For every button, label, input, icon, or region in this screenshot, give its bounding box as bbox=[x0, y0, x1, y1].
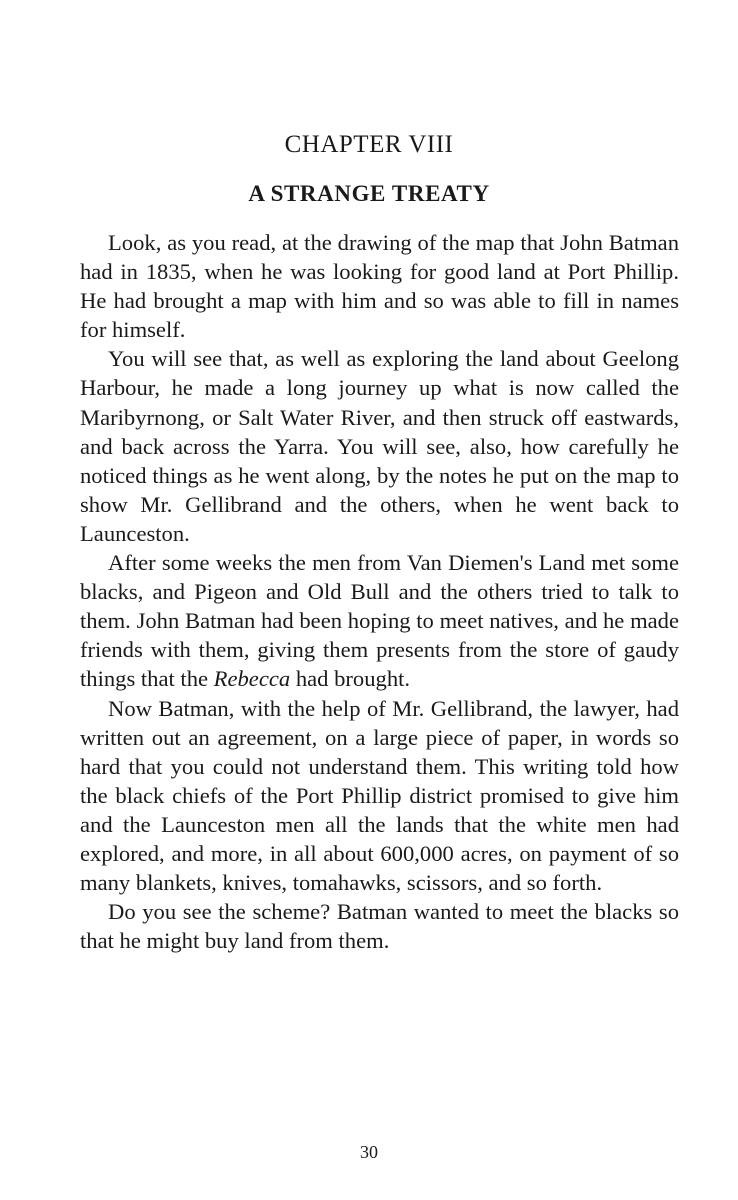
paragraph-1: Look, as you read, at the drawing of the map that John Batman had in 1835, when he was looking for good land at Port Phillip. He had brought a map with him and so was able to fill in names for himself. bbox=[80, 230, 679, 343]
body-text bbox=[80, 228, 679, 955]
chapter-title: A STRANGE TREATY bbox=[248, 181, 490, 206]
paragraph-3-text-before: After some weeks the men from Van Diemen's Land met some blacks, and Pigeon and Old Bull and the others tried to talk to them. John Batman had been hoping to meet natives, and he made friends with them, giving them presents from the store of gaudy things that the bbox=[80, 550, 679, 692]
paragraph-4: Now Batman, with the help of Mr. Gellibrand, the lawyer, had written out an agreement, on a large piece of paper, in words so hard that you could not understand them. This writing told how the black chiefs of the Port Phillip district promised to give him and the Launceston men all the lands that the white men had explored, and more, in all about 600,000 acres, on payment of so many blankets, knives, tomahawks, scissors, and so forth. bbox=[80, 695, 679, 896]
chapter-number: CHAPTER VIII bbox=[284, 131, 454, 158]
paragraph-5: Do you see the scheme? Batman wanted to meet the blacks so that he might buy land from them. bbox=[80, 899, 679, 954]
paragraph-2: You will see that, as well as exploring the land about Geelong Harbour, he made a long journey up what is now called the Maribyrnong, or Salt Water River, and then struck off eastwards, and back across the Yarra. You will see, also, how carefully he noticed things as he went along, by the notes he put on the map to show Mr. Gellibrand and the others, when he went back to Launceston. bbox=[80, 346, 679, 546]
paragraph-3-text-after: had brought. bbox=[290, 666, 411, 692]
ship-name-italic: Rebecca bbox=[213, 666, 291, 692]
page-number: 30 bbox=[360, 1142, 378, 1162]
paragraph-3 bbox=[80, 548, 679, 693]
